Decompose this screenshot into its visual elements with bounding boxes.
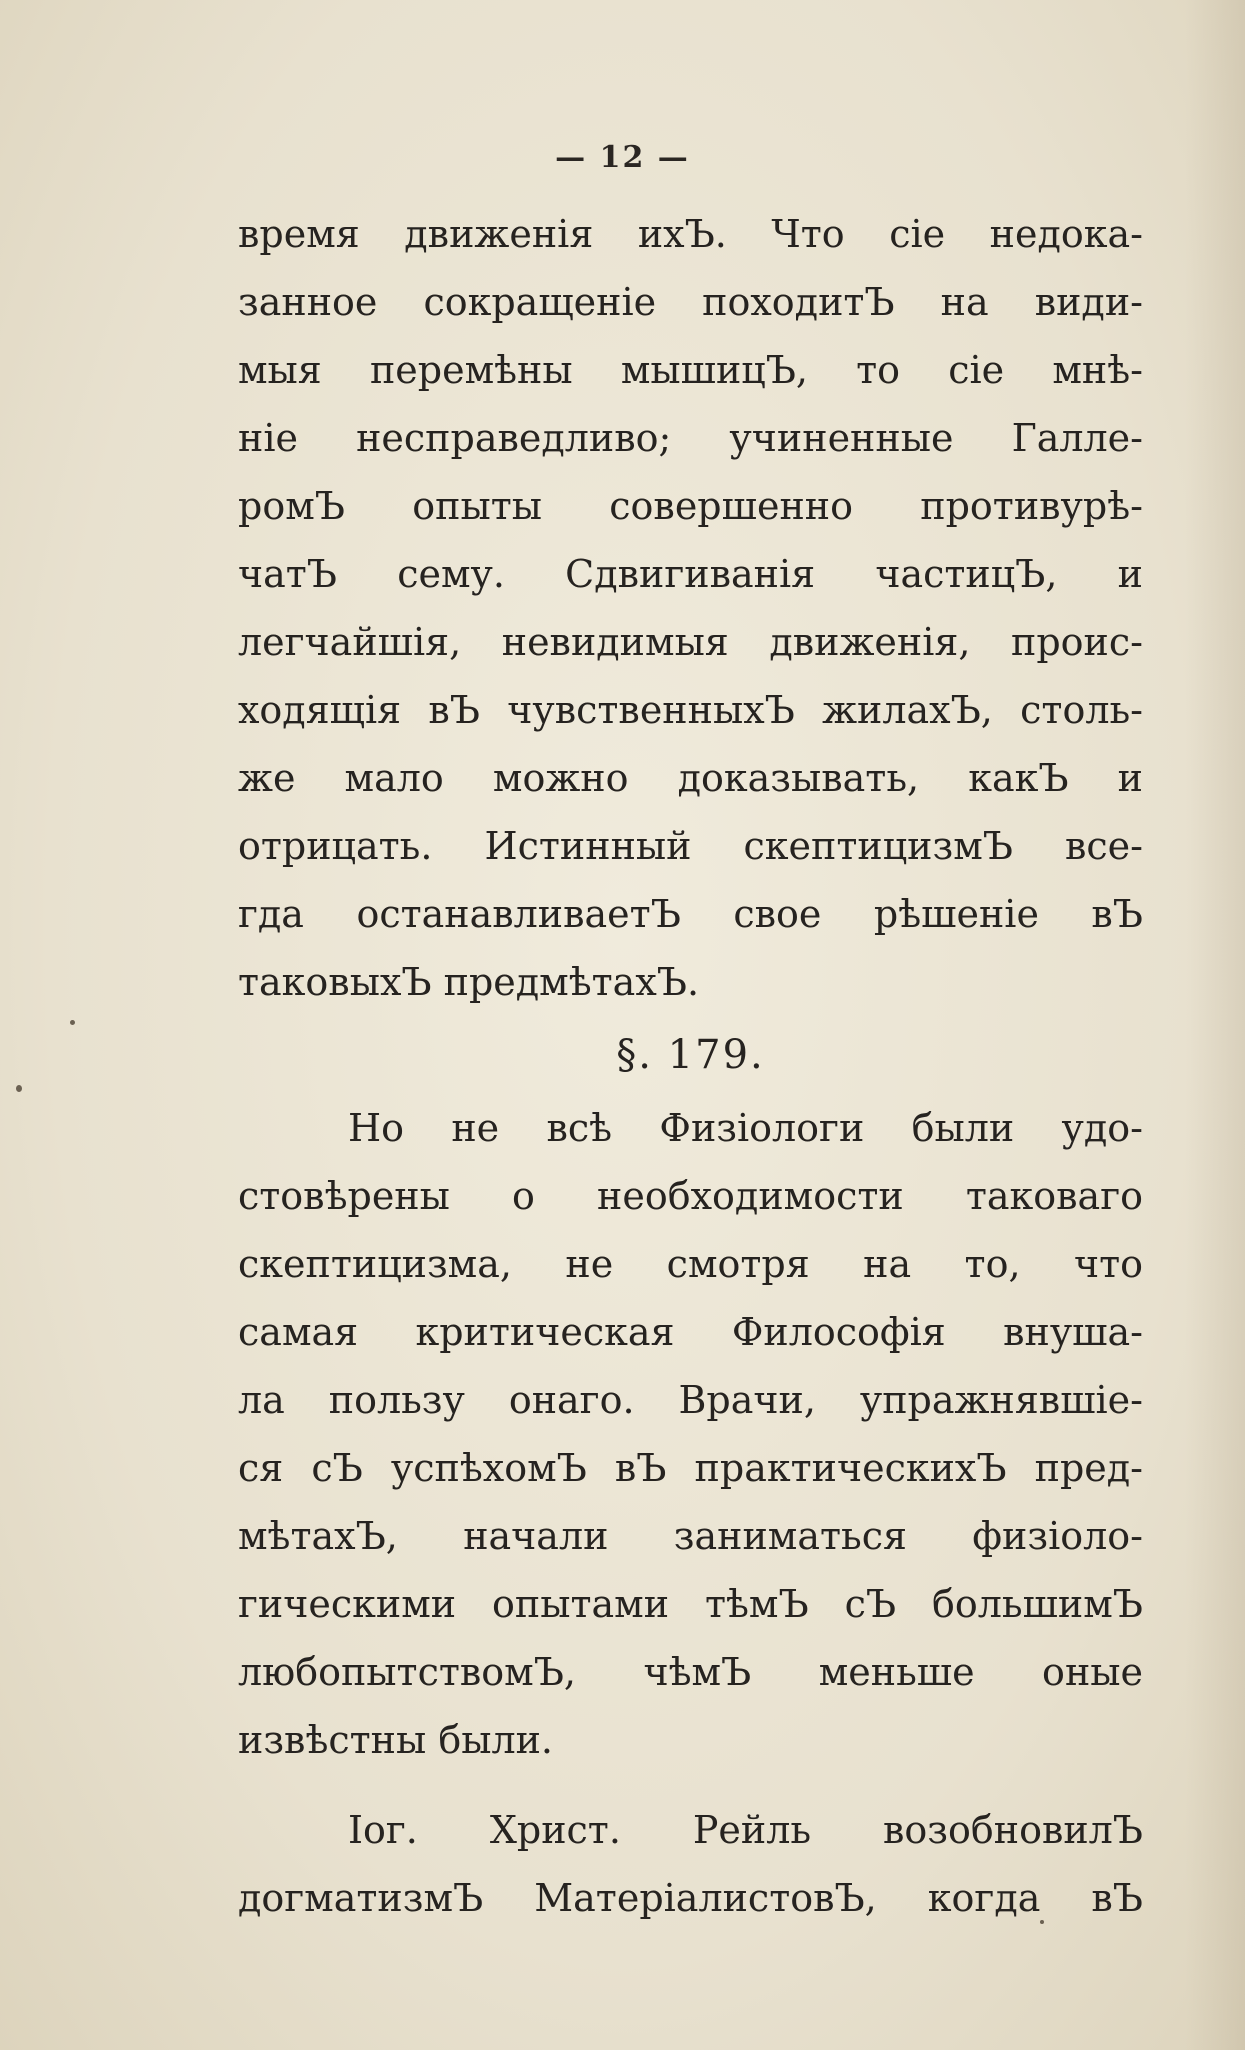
text-line: чатЪ сему. Сдвигиванія частицЪ, и <box>238 552 1143 596</box>
paper-speck <box>70 1020 75 1025</box>
text-line: таковыхЪ предмѣтахЪ. <box>238 960 700 1004</box>
body-text <box>238 200 1143 1932</box>
text-line: ла пользу онаго. Врачи, упражнявшіе- <box>238 1378 1143 1422</box>
text-line: гда останавливаетЪ свое рѣшеніе вЪ <box>238 892 1143 936</box>
section-heading: §. 179. <box>616 1032 765 1078</box>
text-line: самая критическая Философія внуша- <box>238 1310 1143 1354</box>
text-line: же мало можно доказывать, какЪ и <box>238 756 1143 800</box>
text-line: ромЪ опыты совершенно противурѣ- <box>238 484 1143 528</box>
text-line: мыя перемѣны мышицЪ, то сіе мнѣ- <box>238 348 1143 392</box>
text-line: Но не всѣ Физіологи были удо- <box>348 1106 1143 1150</box>
paper-speck <box>1040 1920 1044 1924</box>
text-line: Іог. Христ. Рейль возобновилЪ <box>348 1808 1143 1852</box>
text-line: извѣстны были. <box>238 1718 553 1762</box>
text-line: легчайшія, невидимыя движенія, проис- <box>238 620 1143 664</box>
page-edge-shadow <box>1185 0 1245 2050</box>
paper-speck <box>16 1085 22 1092</box>
text-line: стовѣрены о необходимости таковаго <box>238 1174 1143 1218</box>
text-line: любопытствомЪ, чѣмЪ меньше оные <box>238 1650 1143 1694</box>
text-line: отрицать. Истинный скептицизмЪ все- <box>238 824 1143 868</box>
paragraph-gap <box>238 1774 1143 1796</box>
text-line: ходящія вЪ чувственныхЪ жилахЪ, столь- <box>238 688 1143 732</box>
text-line: догматизмЪ МатеріалистовЪ, когда вЪ <box>238 1876 1143 1920</box>
page-number: — 12 — <box>555 140 690 175</box>
text-line: занное сокращеніе походитЪ на види- <box>238 280 1143 324</box>
text-line: ся сЪ успѣхомЪ вЪ практическихЪ пред- <box>238 1446 1143 1490</box>
text-line: время движенія ихЪ. Что сіе недока- <box>238 212 1143 256</box>
text-line: ніе несправедливо; учиненные Галле- <box>238 416 1143 460</box>
text-line: гическими опытами тѣмЪ сЪ большимЪ <box>238 1582 1143 1626</box>
text-line: мѣтахЪ, начали заниматься физіоло- <box>238 1514 1143 1558</box>
text-line: скептицизма, не смотря на то, что <box>238 1242 1143 1286</box>
